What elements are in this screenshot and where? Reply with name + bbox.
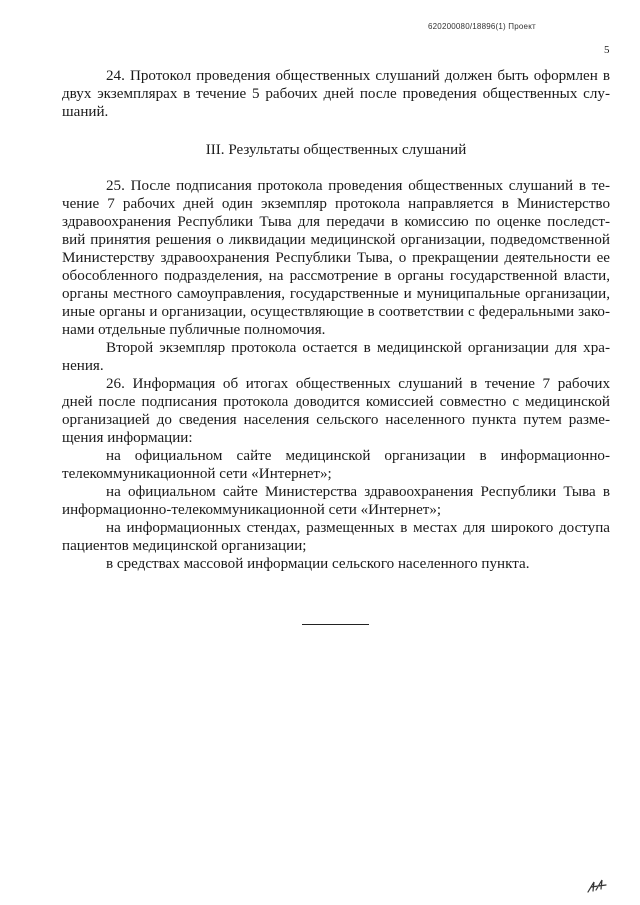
text-line: организацией до сведения населения сельского населенного пункта путем разме- bbox=[62, 412, 610, 428]
end-separator-line bbox=[302, 624, 369, 625]
text-line: информационно-телекоммуникационной сети «Интернет»; bbox=[62, 502, 442, 518]
text-line: 26. Информация об итогах общественных слушаний в течение 7 рабочих bbox=[106, 376, 610, 392]
list-item bbox=[62, 555, 610, 573]
text-line: обособленного подразделения, на рассмотрение в органы государственной власти, bbox=[62, 268, 610, 284]
paragraph-26 bbox=[62, 375, 610, 447]
text-line: вий принятия решения о ликвидации медицинской организации, подведомственной bbox=[62, 232, 610, 248]
text-line: на информационных стендах, размещенных в местах для широкого доступа bbox=[106, 520, 610, 536]
paragraph-24 bbox=[62, 67, 610, 121]
section-heading: III. Результаты общественных слушаний bbox=[205, 142, 467, 158]
list-item bbox=[62, 483, 610, 519]
text-line: нами отдельные публичные полномочия. bbox=[62, 322, 326, 338]
paragraph-25 bbox=[62, 177, 610, 339]
document-id: 620200080/18896(1) Проект bbox=[428, 22, 536, 31]
text-line: двух экземплярах в течение 5 рабочих дней после проведения общественных слу- bbox=[62, 86, 610, 102]
handwritten-mark-icon bbox=[586, 876, 614, 896]
text-line: пациентов медицинской организации; bbox=[62, 538, 307, 554]
text-line: телекоммуникационной сети «Интернет»; bbox=[62, 466, 332, 482]
text-line: нения. bbox=[62, 358, 104, 374]
document-body bbox=[62, 67, 610, 573]
text-line: на официальном сайте медицинской организации в информационно- bbox=[106, 448, 610, 464]
text-line: иные органы и организации, осуществляющие в соответствии с федеральными зако- bbox=[62, 304, 610, 320]
text-line: чение 7 рабочих дней один экземпляр протокола направляется в Министерство bbox=[62, 196, 610, 212]
text-line: Второй экземпляр протокола остается в медицинской организации для хра- bbox=[106, 340, 610, 356]
text-line: щения информации: bbox=[62, 430, 193, 446]
paragraph-25-second bbox=[62, 339, 610, 375]
text-line: на официальном сайте Министерства здравоохранения Республики Тыва в bbox=[106, 484, 610, 500]
page-number: 5 bbox=[604, 44, 610, 56]
list-item bbox=[62, 519, 610, 555]
text-line: органы местного самоуправления, государственные и муниципальные организации, bbox=[62, 286, 610, 302]
text-line: дней после подписания протокола доводится комиссией совместно с медицинской bbox=[62, 394, 610, 410]
text-line: в средствах массовой информации сельского населенного пункта. bbox=[106, 556, 530, 572]
list-item bbox=[62, 447, 610, 483]
text-line: 25. После подписания протокола проведения общественных слушаний в те- bbox=[106, 178, 610, 194]
text-line: шаний. bbox=[62, 104, 109, 120]
text-line: Министерству здравоохранения Республики Тыва, о прекращении деятельности ее bbox=[62, 250, 610, 266]
text-line: здравоохранения Республики Тыва для передачи в комиссию по оценке последст- bbox=[62, 214, 610, 230]
text-line: 24. Протокол проведения общественных слушаний должен быть оформлен в bbox=[106, 68, 610, 84]
